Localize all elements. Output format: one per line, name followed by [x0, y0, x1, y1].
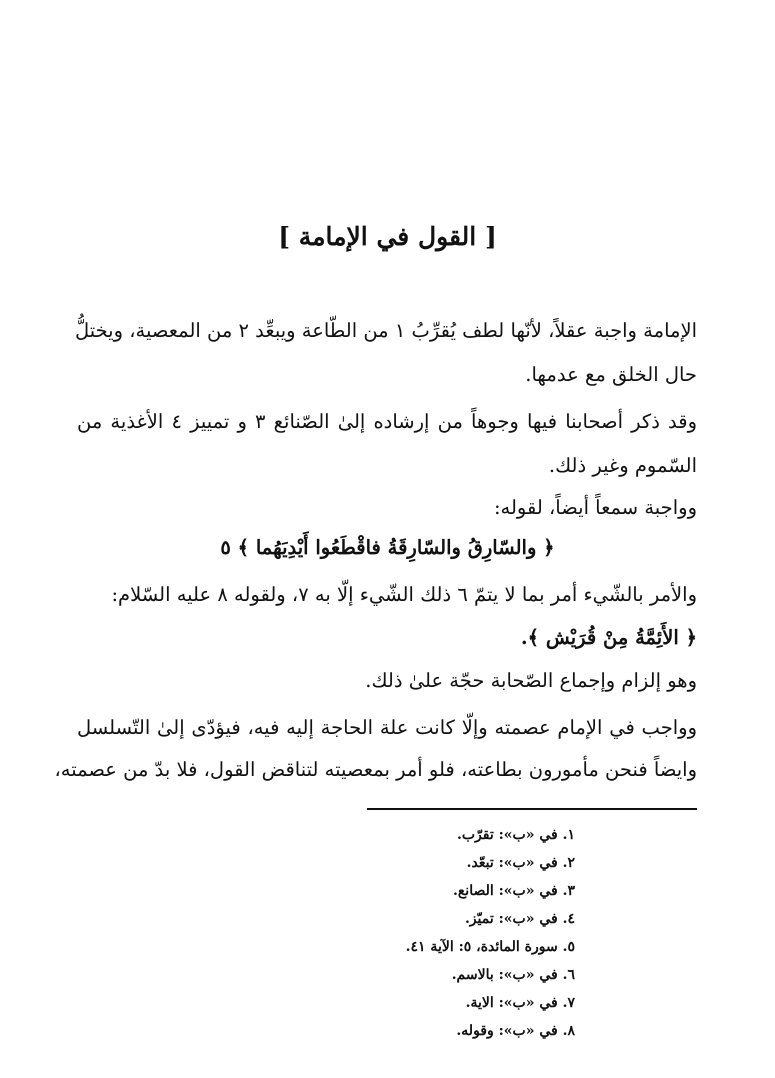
text-line: وهو إلزام وإجماع الصّحابة حجّة علىٰ ذلك.	[365, 669, 697, 692]
footnote: ٨. في «ب»: وقوله.	[456, 1023, 575, 1039]
text-line: وايضاً فنحن مأمورون بطاعته، فلو أمر بمعصيته لتناقض القول، فلا بدّ من عصمته،	[54, 758, 697, 781]
footnote-divider	[367, 808, 697, 810]
text-line: حال الخلق مع عدمها.	[525, 363, 697, 386]
footnote: ١. في «ب»: تقرّب.	[457, 827, 575, 843]
footnote: ٧. في «ب»: الاية.	[465, 995, 575, 1011]
text-line: وقد ذكر أصحابنا فيها وجوهاً من إرشاده إلىٰ الصّنائع ٣ و تمييز ٤ الأغذية من	[77, 410, 697, 433]
text-line: السّموم وغير ذلك.	[548, 454, 697, 477]
text-line: وواجب في الإمام عصمته وإلّا كانت علة الحاجة إليه فيه، فيؤدّى إلىٰ التّسلسل	[77, 716, 697, 739]
text-line: وواجبة سمعاً أيضاً، لقوله:	[493, 496, 697, 519]
footnote: ٣. في «ب»: الصانع.	[452, 883, 575, 899]
footnote: ٥. سورة المائدة، ٥: الآية ٤١.	[405, 939, 575, 955]
section-heading: [ القول في الإمامة ]	[278, 222, 497, 251]
footnote: ٦. في «ب»: بالاسم.	[451, 967, 575, 983]
footnote: ٢. في «ب»: تبعّد.	[466, 855, 575, 871]
text-line: والأمر بالشّيء أمر بما لا يتمّ ٦ ذلك الشّيء إلّا به ٧، ولقوله ٨ عليه السّلام:	[111, 583, 697, 606]
hadith-quote: ﴿ الأَئِمَّةُ مِنْ قُرَيْش ﴾.	[520, 626, 697, 649]
text-line: الإمامة واجبة عقلاً، لأنّها لطف يُقرِّبُ ١ من الطّاعة ويبعِّد ٢ من المعصية، ويختلُّ	[74, 319, 697, 342]
quran-verse: ﴿ والسّارِقُ والسّارِقَةُ فاقْطَعُوا أَيْدِيَهُما ﴾ ٥	[220, 536, 555, 559]
footnote: ٤. في «ب»: تميّز.	[464, 911, 575, 927]
